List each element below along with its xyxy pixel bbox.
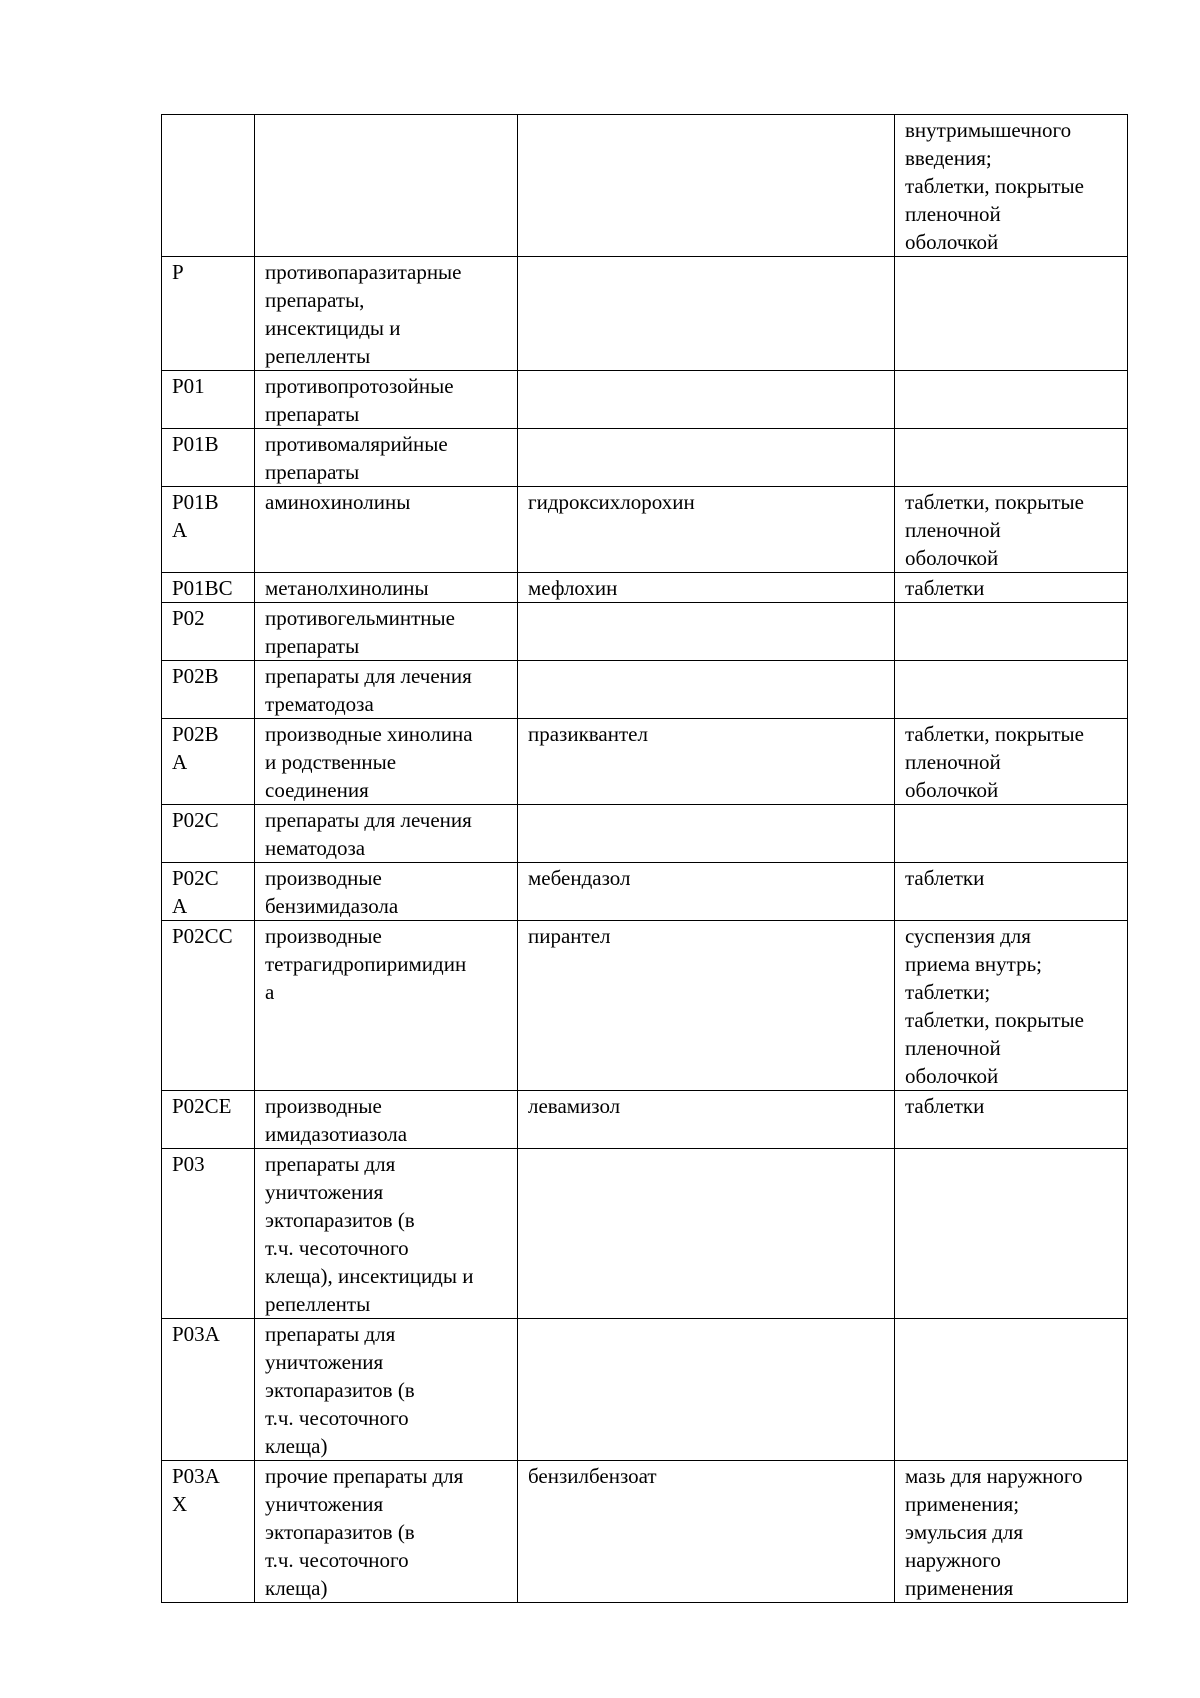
- atc-code-cell: P01B: [162, 429, 255, 487]
- dosage-form-cell: таблетки: [895, 573, 1128, 603]
- table-row: [162, 1319, 1128, 1461]
- atc-code-cell: P02C: [162, 805, 255, 863]
- table-row: [162, 371, 1128, 429]
- dosage-form-cell: [895, 1149, 1128, 1319]
- table-row: [162, 661, 1128, 719]
- atc-code-cell: P02CE: [162, 1091, 255, 1149]
- drug-name-cell: [518, 805, 895, 863]
- atc-code-cell: [162, 115, 255, 257]
- drug-name-cell: [518, 257, 895, 371]
- atc-code-cell: P03: [162, 1149, 255, 1319]
- table-row: [162, 921, 1128, 1091]
- table-row: [162, 487, 1128, 573]
- table-row: [162, 805, 1128, 863]
- pharmacological-group-cell: противопаразитарные препараты, инсектициды и репелленты: [255, 257, 518, 371]
- drug-name-cell: [518, 1149, 895, 1319]
- pharmacological-group-cell: производные тетрагидропиримидин а: [255, 921, 518, 1091]
- pharmacological-group-cell: метанолхинолины: [255, 573, 518, 603]
- atc-code-cell: P03A: [162, 1319, 255, 1461]
- dosage-form-cell: [895, 429, 1128, 487]
- atc-code-cell: P02: [162, 603, 255, 661]
- table-row: [162, 573, 1128, 603]
- dosage-form-cell: таблетки: [895, 1091, 1128, 1149]
- table-row: [162, 863, 1128, 921]
- pharmacological-group-cell: препараты для уничтожения эктопаразитов (в т.ч. чесоточного клеща): [255, 1319, 518, 1461]
- table-row: [162, 1149, 1128, 1319]
- dosage-form-cell: таблетки: [895, 863, 1128, 921]
- pharmacological-group-cell: аминохинолины: [255, 487, 518, 573]
- pharmacological-group-cell: противопротозойные препараты: [255, 371, 518, 429]
- dosage-form-cell: внутримышечного введения; таблетки, покрытые пленочной оболочкой: [895, 115, 1128, 257]
- dosage-form-cell: таблетки, покрытые пленочной оболочкой: [895, 719, 1128, 805]
- drug-name-cell: празиквантел: [518, 719, 895, 805]
- pharmacological-group-cell: препараты для лечения нематодоза: [255, 805, 518, 863]
- table-row: [162, 719, 1128, 805]
- atc-code-cell: P03A X: [162, 1461, 255, 1603]
- table-row: [162, 115, 1128, 257]
- drug-name-cell: пирантел: [518, 921, 895, 1091]
- dosage-form-cell: [895, 661, 1128, 719]
- atc-code-cell: P: [162, 257, 255, 371]
- drug-name-cell: [518, 371, 895, 429]
- dosage-form-cell: суспензия для приема внутрь; таблетки; таблетки, покрытые пленочной оболочкой: [895, 921, 1128, 1091]
- drug-name-cell: гидроксихлорохин: [518, 487, 895, 573]
- dosage-form-cell: [895, 1319, 1128, 1461]
- dosage-form-cell: таблетки, покрытые пленочной оболочкой: [895, 487, 1128, 573]
- drug-table-body: [162, 115, 1128, 1603]
- table-row: [162, 1091, 1128, 1149]
- table-row: [162, 603, 1128, 661]
- dosage-form-cell: мазь для наружного применения; эмульсия для наружного применения: [895, 1461, 1128, 1603]
- pharmacological-group-cell: производные хинолина и родственные соединения: [255, 719, 518, 805]
- atc-code-cell: P02CC: [162, 921, 255, 1091]
- drug-name-cell: мефлохин: [518, 573, 895, 603]
- pharmacological-group-cell: препараты для лечения трематодоза: [255, 661, 518, 719]
- pharmacological-group-cell: производные бензимидазола: [255, 863, 518, 921]
- drug-name-cell: [518, 429, 895, 487]
- drug-name-cell: бензилбензоат: [518, 1461, 895, 1603]
- atc-code-cell: P02C A: [162, 863, 255, 921]
- table-row: [162, 1461, 1128, 1603]
- pharmacological-group-cell: препараты для уничтожения эктопаразитов (в т.ч. чесоточного клеща), инсектициды и репелленты: [255, 1149, 518, 1319]
- drug-name-cell: [518, 1319, 895, 1461]
- pharmacological-group-cell: [255, 115, 518, 257]
- dosage-form-cell: [895, 257, 1128, 371]
- pharmacological-group-cell: производные имидазотиазола: [255, 1091, 518, 1149]
- drug-name-cell: [518, 603, 895, 661]
- pharmacological-group-cell: прочие препараты для уничтожения эктопаразитов (в т.ч. чесоточного клеща): [255, 1461, 518, 1603]
- drug-name-cell: [518, 115, 895, 257]
- dosage-form-cell: [895, 805, 1128, 863]
- drug-table: [161, 114, 1128, 1603]
- dosage-form-cell: [895, 371, 1128, 429]
- drug-name-cell: левамизол: [518, 1091, 895, 1149]
- atc-code-cell: P01: [162, 371, 255, 429]
- atc-code-cell: P01B A: [162, 487, 255, 573]
- atc-code-cell: P02B: [162, 661, 255, 719]
- table-row: [162, 257, 1128, 371]
- atc-code-cell: P01BC: [162, 573, 255, 603]
- drug-name-cell: [518, 661, 895, 719]
- pharmacological-group-cell: противомалярийные препараты: [255, 429, 518, 487]
- atc-code-cell: P02B A: [162, 719, 255, 805]
- pharmacological-group-cell: противогельминтные препараты: [255, 603, 518, 661]
- table-row: [162, 429, 1128, 487]
- dosage-form-cell: [895, 603, 1128, 661]
- drug-name-cell: мебендазол: [518, 863, 895, 921]
